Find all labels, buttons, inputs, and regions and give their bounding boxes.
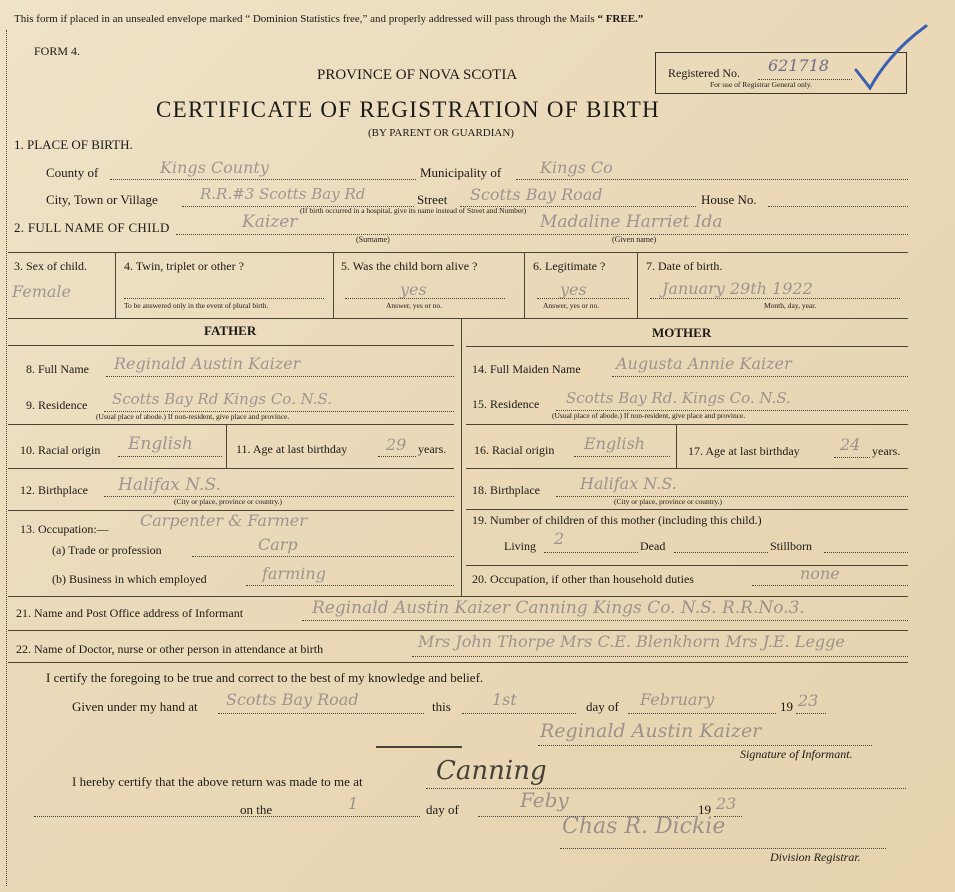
dead-line [674, 552, 768, 553]
mother-header-rule [466, 346, 908, 347]
doctor-value: Mrs John Thorpe Mrs C.E. Blenkhorn Mrs J.E. Legge [418, 632, 845, 651]
given-year-line [796, 713, 826, 714]
father-occupation-label: 13. Occupation:— [20, 522, 109, 536]
form-number: FORM 4. [34, 44, 81, 58]
informant-signature-line [538, 745, 872, 746]
father-age-divider [226, 424, 227, 468]
informant-signature: Reginald Austin Kaizer [540, 720, 762, 742]
father-name-value: Reginald Austin Kaizer [114, 354, 301, 373]
living-label: Living [504, 539, 536, 553]
father-residence-label: 9. Residence [26, 398, 88, 412]
certificate-subtitle: (BY PARENT OR GUARDIAN) [368, 127, 514, 139]
house-no-line [768, 206, 908, 207]
father-trade-value: Carp [258, 535, 298, 554]
municipality-label: Municipality of [420, 165, 502, 180]
province-heading: PROVINCE OF NOVA SCOTIA [317, 67, 518, 83]
top-notice-text: This form if placed in an unsealed envelope marked “ Dominion Statistics free,” and properly addressed will pass through the Mails [14, 13, 595, 25]
registrar-place-line [426, 788, 906, 789]
father-racial-value: English [128, 434, 193, 454]
given-year-prefix: 19 [780, 699, 793, 714]
father-name-line [106, 376, 454, 377]
certify-top-rule [8, 662, 908, 663]
mother-birthplace-value: Halifax N.S. [580, 474, 677, 493]
registrar-year-prefix: 19 [698, 802, 711, 817]
registrar-signature-line [560, 848, 886, 849]
doctor-line [412, 656, 908, 657]
twin-line [124, 298, 324, 299]
father-header: FATHER [204, 323, 257, 338]
column-divider [461, 318, 462, 596]
given-day-line [462, 713, 576, 714]
row3-divider-2 [333, 252, 334, 318]
registrar-year-value: 23 [716, 794, 737, 813]
father-row-rule-2 [8, 468, 454, 469]
city-label: City, Town or Village [46, 192, 158, 207]
given-month-value: February [640, 690, 715, 709]
father-age-label: 11. Age at last birthday [236, 442, 348, 456]
father-row-rule-1 [8, 424, 454, 425]
top-notice-free: “ FREE.” [597, 13, 644, 25]
father-birthplace-note: (City or place, province or country.) [174, 497, 283, 506]
registrar-day-value: 1 [348, 794, 359, 813]
legitimate-line [537, 298, 629, 299]
registrar-day-of-label: day of [426, 802, 459, 817]
mother-row-rule-3 [466, 509, 908, 510]
dob-note: Month, day, year. [764, 301, 817, 310]
house-no-label: House No. [701, 192, 757, 207]
place-of-birth-label: 1. PLACE OF BIRTH. [14, 137, 133, 152]
this-label: this [432, 699, 451, 714]
mother-header: MOTHER [652, 325, 712, 340]
father-business-value: farming [262, 564, 326, 583]
county-value: Kings County [160, 158, 269, 177]
registrar-month-value: Feby [520, 788, 569, 812]
county-label: County of [46, 165, 99, 180]
row3-divider-1 [115, 252, 116, 318]
registration-note: For use of Registrar General only. [710, 80, 812, 89]
mother-row-rule-1 [466, 424, 908, 425]
mother-residence-value: Scotts Bay Rd. Kings Co. N.S. [566, 389, 791, 407]
mother-residence-note: (Usual place of abode.) If non-resident, give place and province. [552, 411, 746, 420]
top-notice [14, 14, 643, 25]
dead-label: Dead [640, 539, 666, 553]
mother-occupation-label: 20. Occupation, if other than household duties [472, 572, 694, 586]
father-header-rule [8, 345, 454, 346]
child-name-label: 2. FULL NAME OF CHILD [14, 220, 170, 235]
given-place-line [218, 713, 424, 714]
registrar-signature: Chas R. Dickie [562, 814, 726, 839]
father-trade-line [192, 556, 454, 557]
certificate-title: CERTIFICATE OF REGISTRATION OF BIRTH [156, 97, 661, 122]
mother-name-value: Augusta Annie Kaizer [616, 354, 792, 373]
mother-racial-line [574, 456, 670, 457]
given-day-value: 1st [492, 690, 517, 709]
mother-birthplace-note: (City or place, province or country.) [614, 497, 723, 506]
dob-line [650, 298, 900, 299]
father-age-line [378, 456, 416, 457]
father-occupation-value: Carpenter & Farmer [140, 511, 307, 530]
mother-children-label: 19. Number of children of this mother (including this child.) [472, 513, 762, 527]
dob-value: January 29th 1922 [662, 279, 813, 298]
alive-value: yes [400, 280, 427, 299]
given-label: Given under my hand at [72, 699, 198, 714]
father-birthplace-label: 12. Birthplace [20, 483, 88, 497]
signature-of-informant-label: Signature of Informant. [740, 747, 853, 761]
stillborn-label: Stillborn [770, 539, 813, 553]
child-given-name: Madaline Harriet Ida [540, 212, 723, 232]
alive-note: Answer, yes or no. [386, 301, 443, 310]
row3-divider-3 [524, 252, 525, 318]
mother-years: years. [872, 444, 901, 458]
given-day-of-label: day of [586, 699, 619, 714]
county-line [110, 179, 416, 180]
father-business-label: (b) Business in which employed [52, 572, 207, 586]
street-label: Street [417, 192, 448, 207]
alive-label: 5. Was the child born alive ? [341, 259, 478, 273]
given-month-line [628, 713, 776, 714]
registered-no-label: Registered No. [668, 66, 740, 80]
father-age-value: 29 [386, 435, 407, 454]
mother-occupation-line [752, 585, 908, 586]
father-trade-label: (a) Trade or profession [52, 543, 162, 557]
stillborn-line [824, 552, 908, 553]
row3-bottom-rule [8, 318, 908, 319]
mother-age-divider [676, 424, 677, 468]
mother-racial-label: 16. Racial origin [474, 443, 555, 457]
father-racial-label: 10. Racial origin [20, 443, 101, 457]
checkmark-icon [850, 22, 930, 102]
sex-value: Female [12, 282, 71, 301]
given-place-value: Scotts Bay Road [226, 690, 359, 709]
row3-divider-4 [637, 252, 638, 318]
mother-residence-label: 15. Residence [472, 397, 540, 411]
mother-age-value: 24 [840, 435, 861, 454]
living-line [544, 552, 638, 553]
child-surname: Kaizer [242, 212, 298, 232]
father-name-label: 8. Full Name [26, 362, 89, 376]
mother-age-label: 17. Age at last birthday [688, 444, 800, 458]
doctor-top-rule [8, 630, 908, 631]
municipality-value: Kings Co [540, 158, 613, 177]
certify-statement: I certify the foregoing to be true and correct to the best of my knowledge and belief. [46, 670, 484, 685]
living-value: 2 [554, 529, 565, 548]
registrar-statement: I hereby certify that the above return was made to me at [72, 774, 363, 789]
short-rule [376, 746, 462, 748]
informant-value: Reginald Austin Kaizer Canning Kings Co. N.S. R.R.No.3. [312, 598, 805, 618]
informant-line [302, 620, 908, 621]
given-name-caption: (Given name) [612, 235, 657, 244]
legitimate-note: Answer, yes or no. [543, 301, 600, 310]
registrar-day-line [34, 816, 420, 817]
division-registrar-label: Division Registrar. [770, 850, 861, 864]
municipality-line [516, 179, 908, 180]
mother-birthplace-line [556, 496, 908, 497]
sex-label: 3. Sex of child. [14, 259, 87, 273]
father-residence-note: (Usual place of abode.) If non-resident, give place and province. [96, 412, 290, 421]
father-racial-line [118, 456, 222, 457]
father-birthplace-value: Halifax N.S. [118, 475, 221, 495]
father-residence-value: Scotts Bay Rd Kings Co. N.S. [112, 390, 333, 408]
registrar-on-the-label: on the [240, 802, 273, 817]
surname-caption: (Surname) [356, 235, 390, 244]
mother-row-rule-2 [466, 468, 908, 469]
legitimate-label: 6. Legitimate ? [533, 259, 606, 273]
given-year-value: 23 [798, 691, 819, 710]
informant-top-rule [8, 596, 908, 597]
left-margin-line [6, 30, 7, 886]
mother-racial-value: English [584, 434, 645, 453]
hospital-note: (If birth occurred in a hospital, give its name instead of Street and Number) [300, 206, 527, 215]
dob-label: 7. Date of birth. [646, 259, 723, 273]
mother-name-label: 14. Full Maiden Name [472, 362, 581, 376]
twin-label: 4. Twin, triplet or other ? [124, 259, 244, 273]
mother-name-line [612, 376, 908, 377]
mother-row-rule-4 [466, 565, 908, 566]
row3-top-rule [8, 252, 908, 253]
mother-age-line [834, 457, 870, 458]
alive-line [345, 298, 505, 299]
doctor-label: 22. Name of Doctor, nurse or other person in attendance at birth [16, 642, 324, 656]
mother-birthplace-label: 18. Birthplace [472, 483, 540, 497]
registrar-place-value: Canning [436, 756, 547, 786]
child-name-line [176, 234, 908, 235]
city-value: R.R.#3 Scotts Bay Rd [200, 185, 366, 203]
street-value: Scotts Bay Road [470, 185, 603, 204]
legitimate-value: yes [560, 280, 587, 299]
father-business-line [246, 585, 454, 586]
registered-number: 621718 [768, 56, 830, 75]
mother-occupation-value: none [800, 564, 840, 583]
twin-note: To be answered only in the event of plural birth. [124, 301, 269, 310]
informant-label: 21. Name and Post Office address of Informant [16, 606, 244, 620]
father-years: years. [418, 442, 447, 456]
